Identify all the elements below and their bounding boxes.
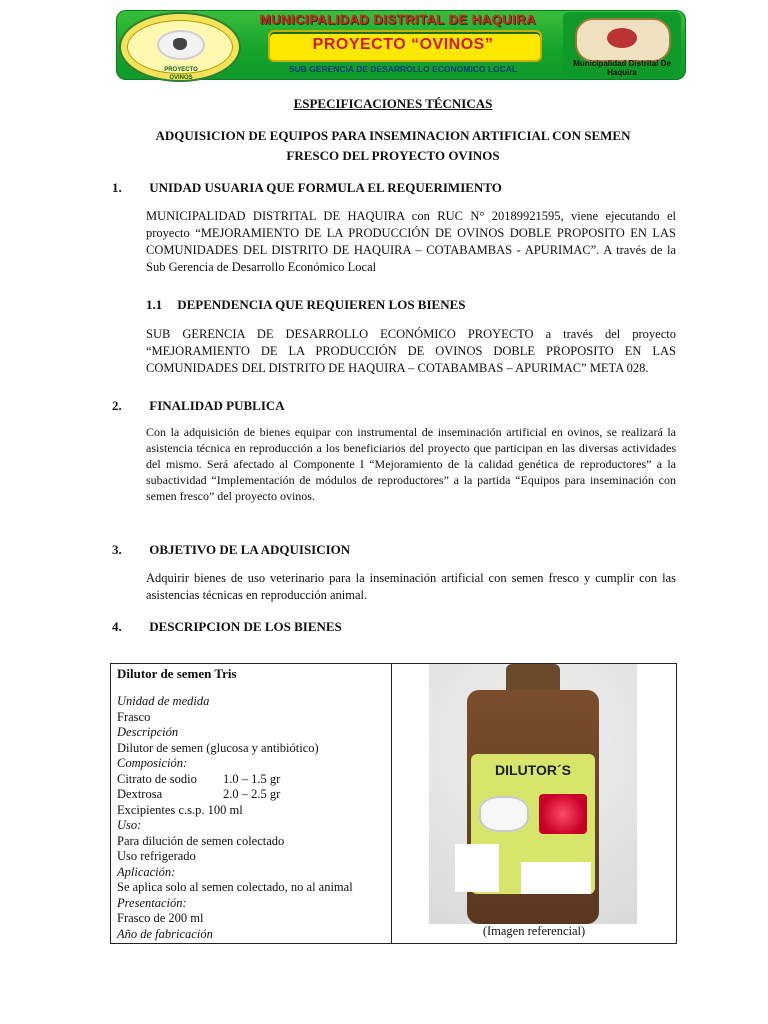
descripcion-value: Dilutor de semen (glucosa y antibiótico) — [117, 741, 319, 755]
section-3-paragraph: Adquirir bienes de uso veterinario para la inseminación artificial con semen fresco y cumplir con las asistencias técnicas en reproducción animal. — [146, 571, 676, 602]
section-number: 2. — [112, 398, 122, 413]
section-4-heading — [112, 619, 342, 635]
item-title: Dilutor de semen Tris — [117, 666, 237, 681]
uso-label: Uso: — [117, 818, 142, 832]
section-title: DESCRIPCION DE LOS BIENES — [149, 619, 342, 634]
section-number: 1. — [112, 180, 122, 195]
section-3-heading — [112, 542, 350, 558]
main-title-line2: FRESCO DEL PROYECTO OVINOS — [286, 148, 500, 163]
descripcion-label: Descripción — [117, 725, 179, 739]
section-2-heading — [112, 398, 285, 414]
section-number: 1.1 — [146, 297, 163, 312]
unidad-label: Unidad de medida — [117, 694, 210, 708]
project-ovinos-logo — [119, 12, 241, 82]
image-caption: (Imagen referencial) — [482, 924, 586, 938]
comp1-value: 1.0 – 1.5 gr — [223, 772, 281, 786]
main-title — [116, 126, 670, 166]
uso-value-1: Para dilución de semen colectado — [117, 834, 285, 848]
aplicacion-value: Se aplica solo al semen colectado, no al animal — [117, 880, 353, 894]
comp2-value: 2.0 – 2.5 gr — [223, 787, 281, 801]
spec-title: ESPECIFICACIONES TÉCNICAS — [293, 96, 493, 111]
presentacion-label: Presentación: — [117, 896, 187, 910]
logo-right-caption: Municipalidad Distrital De Haquira — [573, 59, 671, 77]
section-title: DEPENDENCIA QUE REQUIEREN LOS BIENES — [177, 297, 466, 312]
unidad-value: Frasco — [117, 710, 151, 724]
uso-value-2: Uso refrigerado — [117, 849, 196, 863]
section-title: UNIDAD USUARIA QUE FORMULA EL REQUERIMIENTO — [149, 180, 502, 195]
section-2-paragraph: Con la adquisición de bienes equipar con instrumental de inseminación artificial en ovinos, se realizará la asistencia técnica en reproducción a los beneficiarios del proyecto que participan en las diversas actividades del mismo. Será afectado al Componente I “Mejoramiento de la calidad genética de reproductores” a la subactividad “Implementación de módulos de reproductores” a la partida “Equipos para inseminación con semen fresco” del proyecto ovinos. — [146, 425, 676, 503]
crest-icon — [575, 18, 671, 62]
product-brand: DILUTOR´S — [495, 762, 571, 778]
subgerencia-title: SUB GERENCIA DE DESARROLLO ECONOMICO LOCAL — [288, 64, 518, 74]
redaction-block — [521, 862, 591, 894]
redaction-block — [455, 844, 499, 892]
section-1-paragraph: MUNICIPALIDAD DISTRITAL DE HAQUIRA con RUC N° 20189921595, viene ejecutando el proyecto “MEJORAMIENTO DE LA PRODUCCIÓN DE OVINOS DOBLE PROPOSITO EN LAS COMUNIDADES DEL DISTRITO DE HAQUIRA – COTABAMBAS - APURIMAC”. A través de la Sub Gerencia de Desarrollo Económico Local — [146, 209, 676, 274]
section-1-1-heading — [146, 297, 465, 313]
main-title-line1: ADQUISICION DE EQUIPOS PARA INSEMINACION ARTIFICIAL CON SEMEN — [155, 128, 631, 143]
section-number: 4. — [112, 619, 122, 634]
sheep-icon — [479, 796, 529, 832]
municipal-crest-logo — [563, 12, 681, 78]
micrograph-icon — [539, 794, 587, 834]
specs-cell — [111, 664, 392, 944]
comp2-name: Dextrosa — [117, 787, 163, 801]
section-title: OBJETIVO DE LA ADQUISICION — [149, 542, 351, 557]
project-title: PROYECTO “OVINOS” — [312, 36, 494, 53]
section-number: 3. — [112, 542, 122, 557]
section-1-1-paragraph: SUB GERENCIA DE DESARROLLO ECONÓMICO PROYECTO a través del proyecto “MEJORAMIENTO DE LA PRODUCCIÓN DE OVINOS DOBLE PROPOSITO EN LAS COMUNIDADES DEL DISTRITO DE HAQUIRA – COTABAMBAS – APURIMAC” META 028. — [146, 327, 676, 375]
section-title: FINALIDAD PUBLICA — [149, 398, 285, 413]
aplicacion-label: Aplicación: — [117, 865, 176, 879]
specs-wrapper — [111, 664, 391, 943]
sheep-icon — [157, 30, 205, 60]
comp1-name: Citrato de sodio — [117, 772, 197, 786]
ano-label: Año de fabricación — [117, 927, 213, 941]
presentacion-value: Frasco de 200 ml — [117, 911, 204, 925]
municipality-title: MUNICIPALIDAD DISTRITAL DE HAQUIRA — [259, 12, 537, 27]
section-1-heading — [112, 180, 502, 196]
composicion-label: Composición: — [117, 756, 188, 770]
logo-left-caption: PROYECTO OVINOS — [164, 67, 198, 81]
product-photo — [429, 664, 637, 924]
comp3: Excipientes c.s.p. 100 ml — [117, 803, 243, 817]
